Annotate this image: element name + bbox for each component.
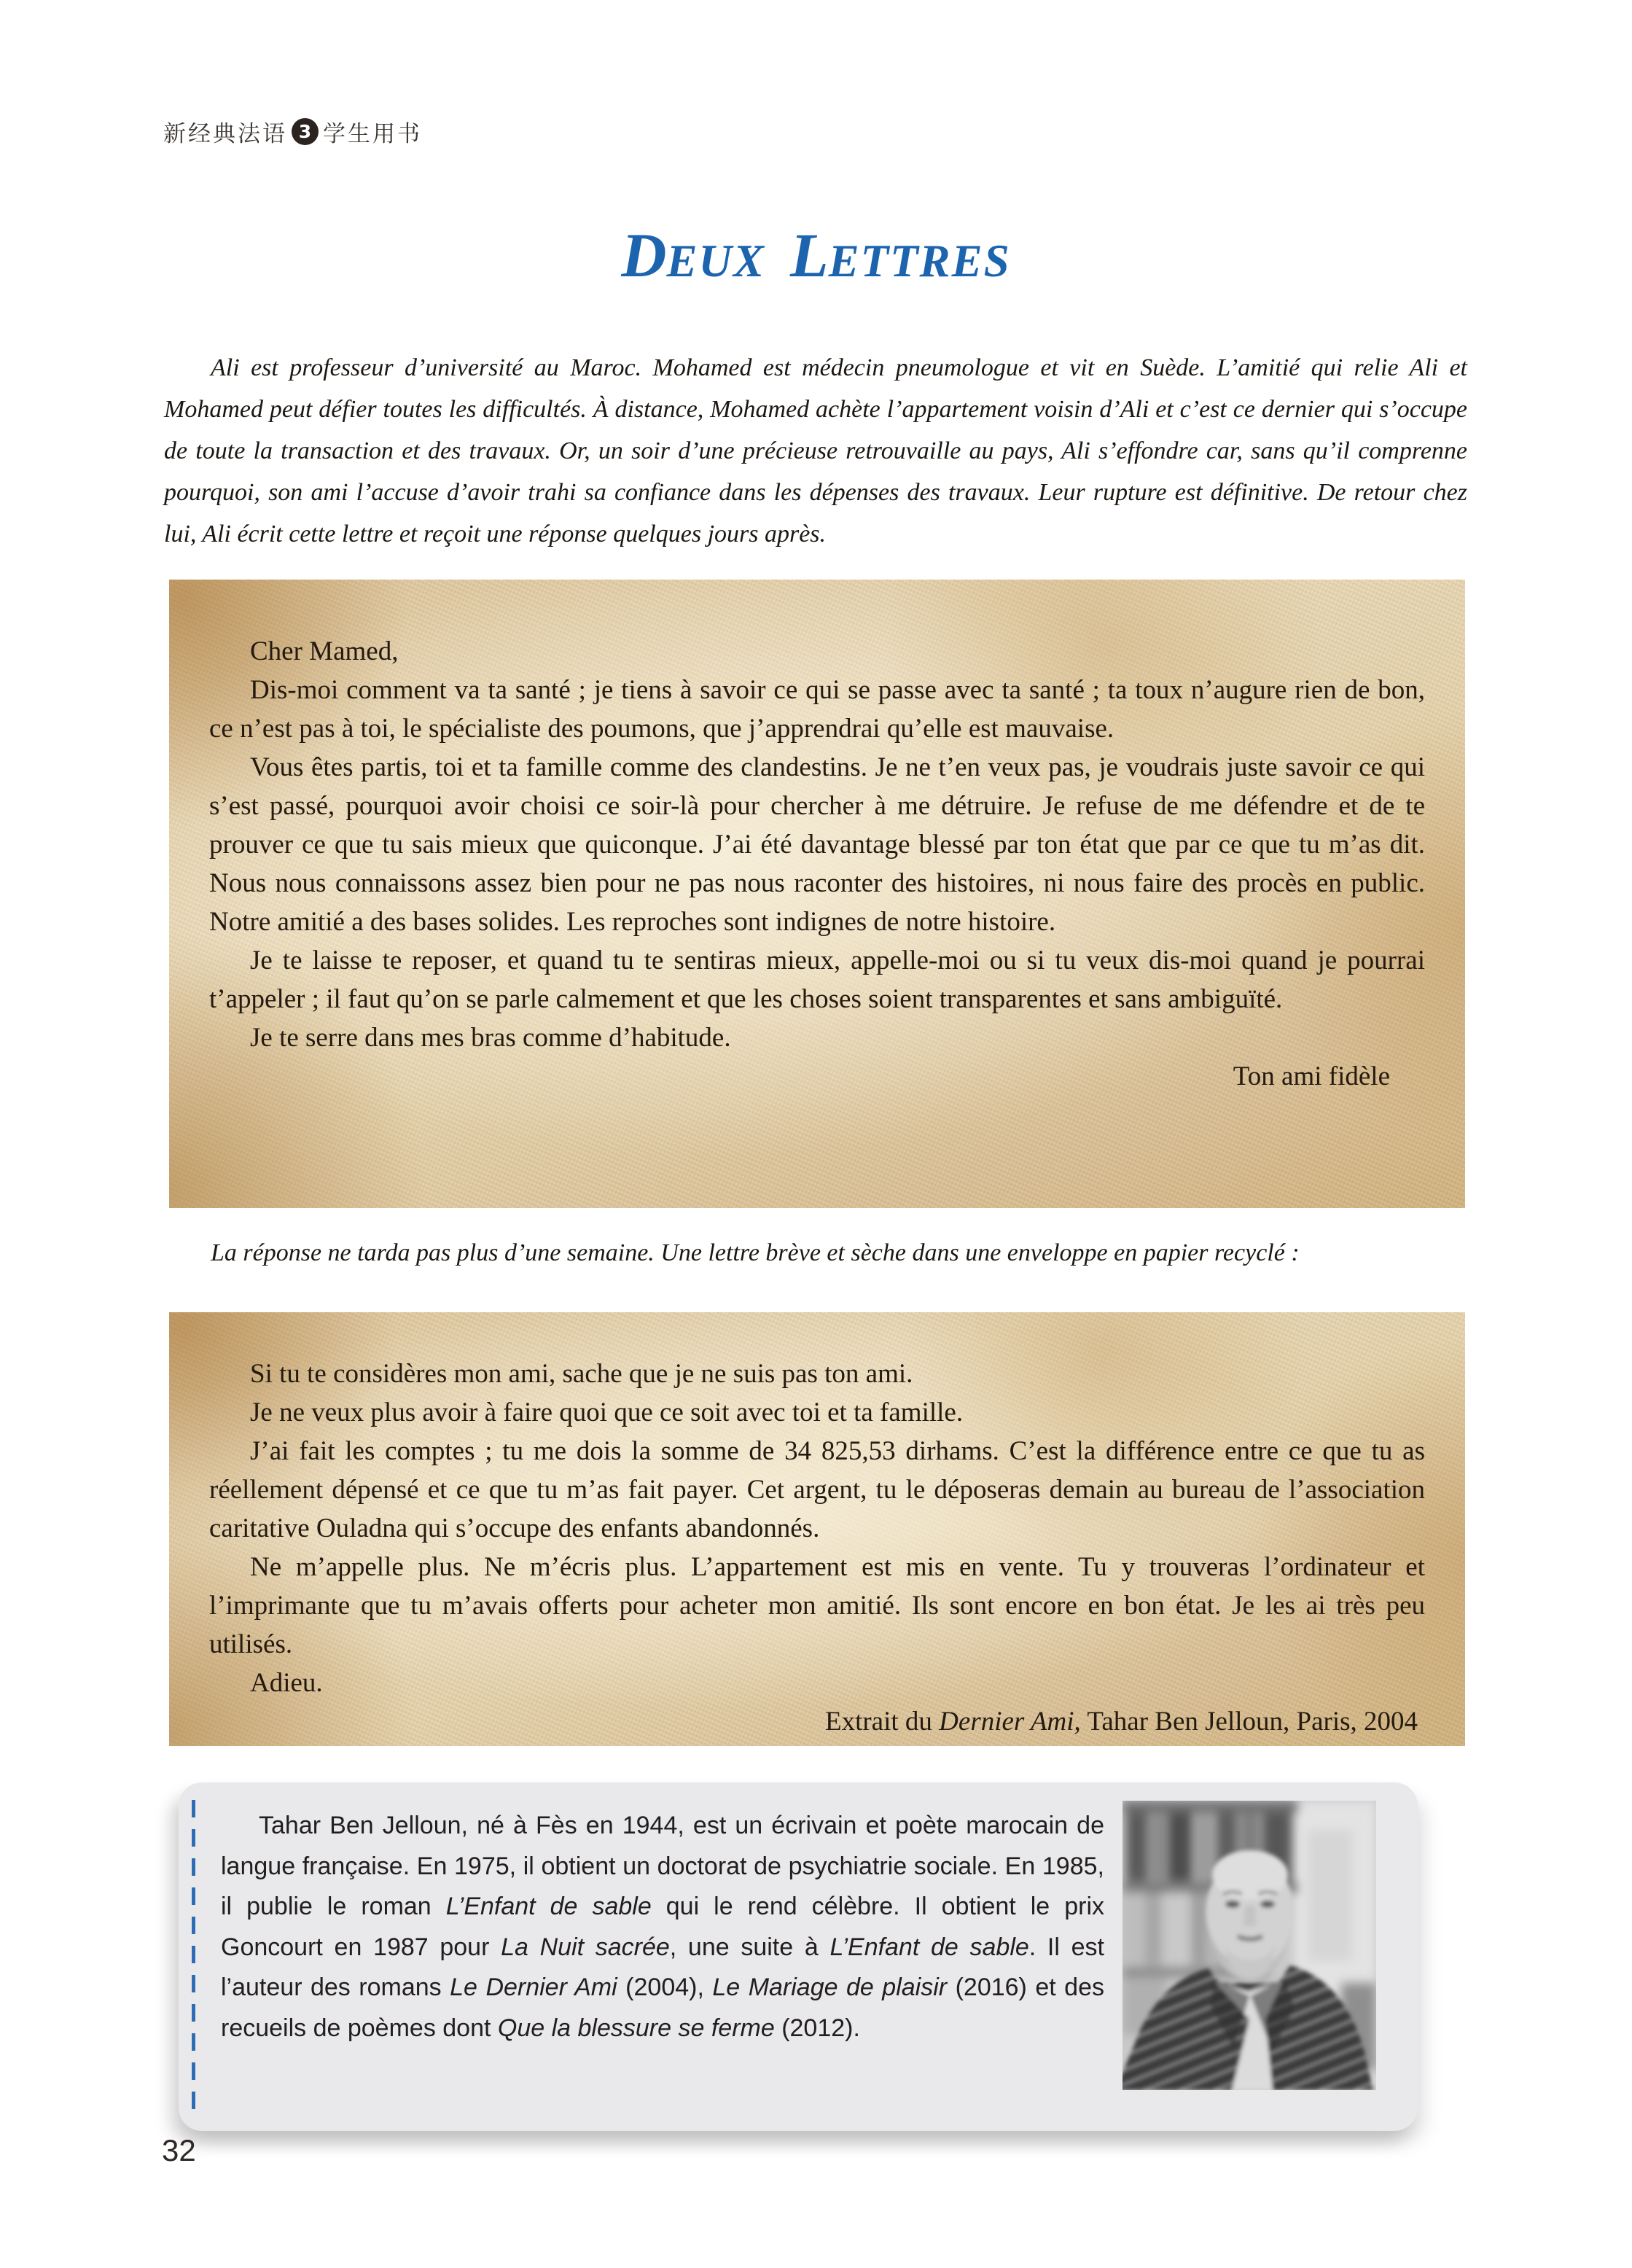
page-header [163,115,422,148]
letter-paragraph: Je ne veux plus avoir à faire quoi que ce soit avec toi et ta famille. [250,1398,964,1427]
text-segment: Extrait du [824,1707,940,1737]
text-segment: (2012). [774,2014,860,2042]
letter-paragraph: Dis-moi comment va ta santé ; je tiens à savoir ce qui se passe avec ta santé ; ta toux n’augure rien de bon, ce n’est pas à toi, le spécialiste des poumons, que j’apprendrai qu’elle est mauvaise. [209,675,1425,744]
italic-text-segment: Le Dernier Ami [450,1973,617,2001]
italic-text-segment: Le Mariage de plaisir [712,1973,948,2001]
text-segment: qui le rend célèbre. Il obtient le prix Goncourt en 1987 pour [221,1893,1104,1961]
letter-credit [209,1702,1425,1741]
italic-text-segment: L’Enfant de sable [445,1893,652,1920]
bio-text [221,1806,1104,2049]
italic-text-segment: Dernier Ami, [939,1707,1081,1737]
header-suffix: 学生用书 [323,121,422,147]
text-segment: , une suite à [669,1933,830,1961]
letter-salutation: Cher Mamed, [250,636,399,666]
letter-paper-1 [169,580,1465,1208]
author-portrait-illustration [1123,1801,1376,2090]
text-segment: Tahar Ben Jelloun, Paris, 2004 [1080,1707,1418,1737]
title-word-lettres: LETTRES [790,220,1011,290]
letter-paragraph: Je te laisse te reposer, et quand tu te sentiras mieux, appelle-moi ou si tu veux dis-moi quand je pourrai t’appeler ; il faut qu’on se parle calmement et que les choses soient transparentes et sans ambiguïté. [209,946,1425,1014]
author-photo [1123,1801,1376,2090]
narration-line: La réponse ne tarda pas plus d’une semaine. Une lettre brève et sèche dans une enveloppe en papier recyclé : [211,1239,1300,1266]
letter-paragraph: Si tu te considères mon ami, sache que je ne suis pas ton ami. [250,1359,913,1389]
letter-paragraph: Vous êtes partis, toi et ta famille comme des clandestins. Je ne t’en veux pas, je voudrais juste savoir ce qui s’est passé, pourquoi avoir choisi ce soir-là pour chercher à me détruire. Je refuse de me défendre et de te prouver ce que tu sais mieux que quiconque. J’ai été davantage blessé par ton état que par ce que tu m’as dit. Nous nous connaissons assez bien pour ne pas nous raconter des histoires, ni nous faire des procès en public. Notre amitié a des bases solides. Les reproches sont indignes de notre histoire. [209,752,1425,937]
page-number: 32 [162,2133,196,2167]
letter-signature: Ton ami fidèle [1233,1061,1390,1091]
bio-box [179,1782,1418,2131]
italic-text-segment: L’Enfant de sable [829,1933,1029,1961]
text-segment: (2004), [617,1973,713,2001]
letter-body [209,671,1425,1057]
volume-badge: 3 [292,118,319,145]
bio-dashed-line [192,1800,195,2113]
letter-paragraph: Je te serre dans mes bras comme d’habitude. [250,1023,731,1053]
letter-paragraph: Adieu. [250,1668,323,1698]
intro-paragraph: Ali est professeur d’université au Maroc. Mohamed est médecin pneumologue et vit en Suède. L’amitié qui relie Ali et Mohamed peut défier toutes les difficultés. À distance, Mohamed achète l’appartement voisin d’Ali et c’est ce dernier qui s’occupe de toute la transaction et des travaux. Or, un soir d’une précieuse retrouvaille au pays, Ali s’effondre car, sans qu’il comprenne pourquoi, son ami l’accuse d’avoir trahi sa confiance dans les dépenses des travaux. Leur rupture est définitive. De retour chez lui, Ali écrit cette lettre et reçoit une réponse quelques jours après. [164,354,1467,547]
text-segment: (2016) et des recueils de poèmes dont [221,1973,1105,2042]
letter-paragraph: J’ai fait les comptes ; tu me dois la somme de 34 825,53 dirhams. C’est la différence entre ce que tu as réellement dépensé et ce que tu m’as fait payer. Cet argent, tu le déposeras demain au bureau de l’association caritative Ouladna qui s’occupe des enfants abandonnés. [209,1436,1425,1543]
text-segment: Tahar Ben Jelloun, né à Fès en 1944, est un écrivain et poète marocain de langue française. En 1975, il obtient un doctorat de psychiatrie sociale. En 1985, il publie le roman [221,1812,1104,1920]
letter-paragraph: Ne m’appelle plus. Ne m’écris plus. L’appartement est mis en vente. Tu y trouveras l’ordinateur et l’imprimante que tu m’avais offerts pour acheter mon amitié. Ils sont encore en bon état. Je les ai très peu utilisés. [209,1552,1425,1659]
letter-body [209,1355,1425,1702]
italic-text-segment: La Nuit sacrée [501,1933,670,1961]
title-word-deux: DEUX [621,220,766,290]
italic-text-segment: Que la blessure se ferme [497,2014,775,2042]
lesson-title [0,219,1632,297]
series-title: 新经典法语 [163,121,287,147]
letter-paper-2 [169,1312,1465,1746]
text-segment: . Il est l’auteur des romans [221,1933,1104,2001]
